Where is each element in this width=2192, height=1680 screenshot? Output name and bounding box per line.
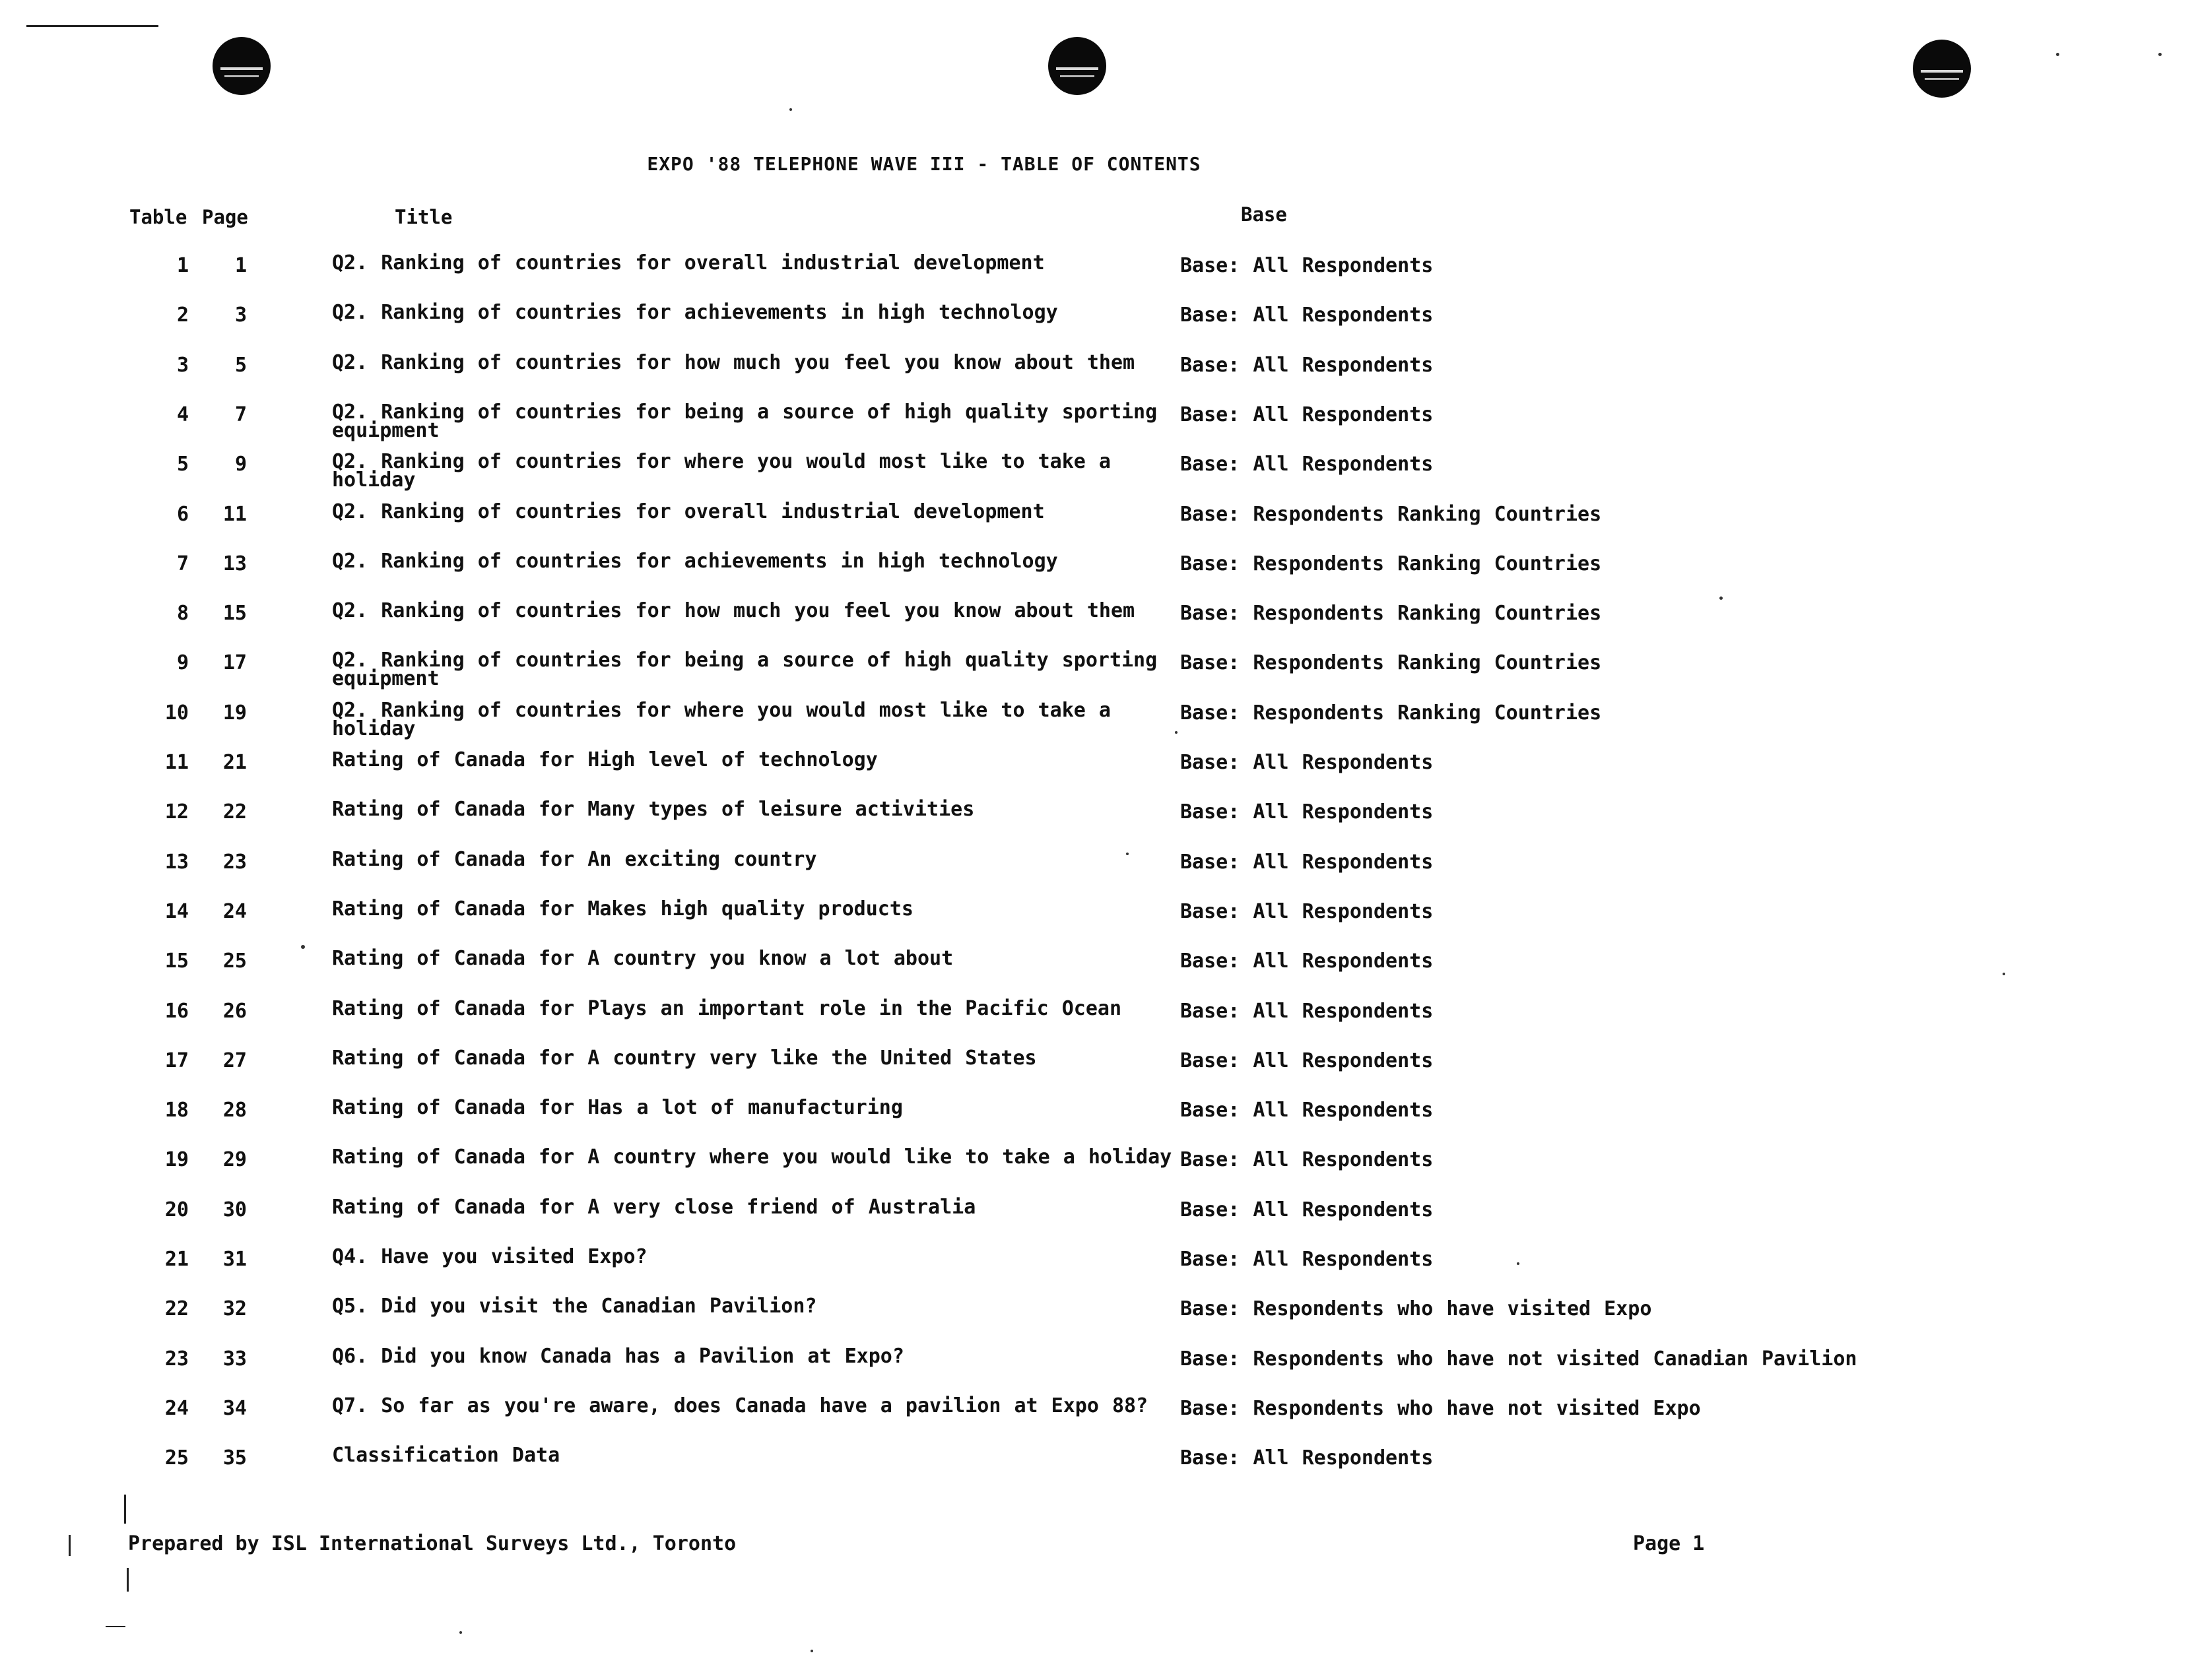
- column-header-page: Page: [202, 206, 248, 228]
- list-item: [0, 1245, 2192, 1298]
- table-number: 16: [164, 1000, 189, 1023]
- entry-base: Base: All Respondents: [1180, 751, 1434, 774]
- entry-title: Q2. Ranking of countries for being a source of high quality sporting equipment: [332, 401, 1158, 442]
- list-item: [0, 947, 2192, 1000]
- entry-title: Q2. Ranking of countries for being a source of high quality sporting equipment: [332, 649, 1158, 690]
- list-item: [0, 599, 2192, 652]
- page-number: 28: [222, 1099, 247, 1122]
- punch-hole-center: [1048, 37, 1106, 95]
- entry-base: Base: All Respondents: [1180, 453, 1434, 476]
- entry-title: Q2. Ranking of countries for overall industrial development: [332, 251, 1045, 275]
- prepared-by-footer: Prepared by ISL International Surveys Ltd., Toronto: [128, 1532, 737, 1555]
- margin-bracket-mark: [124, 1495, 126, 1524]
- page-number: 29: [222, 1148, 247, 1171]
- list-item: [0, 450, 2192, 503]
- entry-base: Base: All Respondents: [1180, 403, 1434, 426]
- page-number: 11: [222, 503, 247, 526]
- table-number: 24: [164, 1397, 189, 1420]
- entry-base: Base: Respondents Ranking Countries: [1180, 552, 1602, 575]
- table-number: 18: [164, 1099, 189, 1122]
- entry-title: Rating of Canada for A country you know a lot about: [332, 947, 954, 970]
- scan-speck: [811, 1650, 813, 1652]
- entry-title: Q2. Ranking of countries for how much you feel you know about them: [332, 599, 1135, 622]
- entry-title: Rating of Canada for Has a lot of manufacturing: [332, 1096, 903, 1119]
- page-number: 35: [222, 1446, 247, 1470]
- entry-title: Q6. Did you know Canada has a Pavilion at Expo?: [332, 1345, 904, 1368]
- table-number: 6: [176, 503, 189, 526]
- entry-title: Q2. Ranking of countries for where you would most like to take a holiday: [332, 699, 1111, 740]
- entry-title: Rating of Canada for A very close friend of Australia: [332, 1196, 976, 1219]
- page-number: 24: [222, 900, 247, 923]
- entry-base: Base: All Respondents: [1180, 900, 1434, 923]
- list-item: [0, 500, 2192, 553]
- entry-base: Base: All Respondents: [1180, 1446, 1434, 1470]
- table-number: 8: [176, 602, 189, 625]
- punch-hole-right: [1913, 40, 1971, 98]
- entry-title: Q4. Have you visited Expo?: [332, 1245, 648, 1268]
- list-item: [0, 1148, 2192, 1198]
- entry-title: Classification Data: [332, 1444, 560, 1467]
- entry-base: Base: All Respondents: [1180, 354, 1434, 377]
- table-number: 21: [164, 1248, 189, 1271]
- page-number: 19: [222, 701, 247, 725]
- column-header-base: Base: [1241, 203, 1287, 226]
- table-number: 5: [176, 453, 189, 476]
- table-number: 23: [164, 1347, 189, 1371]
- table-number: 4: [176, 403, 189, 426]
- list-item: [0, 800, 2192, 851]
- page-number: 31: [222, 1248, 247, 1271]
- entry-base: Base: All Respondents: [1180, 1000, 1434, 1023]
- page-number-footer: Page 1: [1633, 1532, 1705, 1555]
- entry-base: Base: Respondents Ranking Countries: [1180, 503, 1602, 526]
- page-number: 26: [222, 1000, 247, 1023]
- entry-title: Q2. Ranking of countries for how much you feel you know about them: [332, 351, 1135, 374]
- table-number: 2: [176, 304, 189, 327]
- page-number: 32: [222, 1297, 247, 1320]
- list-item: [0, 1297, 2192, 1347]
- page-number: 27: [222, 1049, 247, 1072]
- page-number: 15: [222, 602, 247, 625]
- entry-base: Base: Respondents Ranking Countries: [1180, 602, 1602, 625]
- table-number: 7: [176, 552, 189, 575]
- entry-title: Q7. So far as you're aware, does Canada have a pavilion at Expo 88?: [332, 1394, 1148, 1417]
- table-number: 14: [164, 900, 189, 923]
- entry-base: Base: Respondents Ranking Countries: [1180, 701, 1602, 725]
- list-item: [0, 351, 2192, 404]
- entry-title: Rating of Canada for Makes high quality products: [332, 897, 913, 921]
- page-number: 22: [222, 800, 247, 824]
- page-number: 30: [222, 1198, 247, 1221]
- page-number: 23: [222, 851, 247, 874]
- list-item: [0, 403, 2192, 453]
- entry-title: Rating of Canada for A country where you would like to take a holiday: [332, 1146, 1172, 1169]
- page-number: 1: [234, 254, 247, 277]
- margin-bracket-mark: [69, 1535, 71, 1556]
- table-number: 15: [164, 950, 189, 973]
- entry-title: Rating of Canada for High level of technology: [332, 748, 878, 771]
- table-number: 19: [164, 1148, 189, 1171]
- page-number: 3: [234, 304, 247, 327]
- entry-base: Base: All Respondents: [1180, 1148, 1434, 1171]
- scan-speck: [459, 1631, 462, 1634]
- list-item: [0, 651, 2192, 701]
- entry-title: Rating of Canada for An exciting country: [332, 848, 817, 871]
- page-number: 34: [222, 1397, 247, 1420]
- column-header-table: Table: [129, 206, 187, 228]
- scan-rule-mark: [26, 25, 158, 27]
- table-number: 25: [164, 1446, 189, 1470]
- entry-base: Base: All Respondents: [1180, 1248, 1434, 1271]
- entry-base: Base: Respondents who have not visited Canadian Pavilion: [1180, 1347, 1857, 1371]
- table-number: 3: [176, 354, 189, 377]
- entry-base: Base: Respondents who have not visited Expo: [1180, 1397, 1701, 1420]
- entry-title: Q2. Ranking of countries for achievements in high technology: [332, 550, 1058, 573]
- entry-title: Rating of Canada for Plays an important role in the Pacific Ocean: [332, 997, 1121, 1020]
- entry-title: Q5. Did you visit the Canadian Pavilion?: [332, 1295, 817, 1318]
- list-item: [0, 1198, 2192, 1248]
- entry-base: Base: All Respondents: [1180, 800, 1434, 824]
- punch-hole-left: [213, 37, 271, 95]
- scan-dash-mark: [106, 1626, 125, 1627]
- table-number: 22: [164, 1297, 189, 1320]
- entry-base: Base: Respondents Ranking Countries: [1180, 651, 1602, 674]
- table-number: 10: [164, 701, 189, 725]
- page-number: 5: [234, 354, 247, 377]
- table-number: 17: [164, 1049, 189, 1072]
- list-item: [0, 997, 2192, 1050]
- list-item: [0, 251, 2192, 304]
- entry-base: Base: All Respondents: [1180, 950, 1434, 973]
- margin-bracket-mark: [127, 1568, 129, 1592]
- list-item: [0, 748, 2192, 801]
- document-title: EXPO '88 TELEPHONE WAVE III - TABLE OF CONTENTS: [647, 153, 1201, 175]
- entry-title: Q2. Ranking of countries for achievements in high technology: [332, 301, 1058, 324]
- column-header-title: Title: [395, 206, 453, 228]
- page-number: 9: [234, 453, 247, 476]
- entry-title: Q2. Ranking of countries for overall industrial development: [332, 500, 1045, 523]
- page-number: 25: [222, 950, 247, 973]
- entry-base: Base: All Respondents: [1180, 1049, 1434, 1072]
- entry-title: Q2. Ranking of countries for where you would most like to take a holiday: [332, 450, 1111, 492]
- entry-base: Base: All Respondents: [1180, 254, 1434, 277]
- entry-base: Base: Respondents who have visited Expo: [1180, 1297, 1652, 1320]
- page-number: 7: [234, 403, 247, 426]
- list-item: [0, 897, 2192, 950]
- page-number: 33: [222, 1347, 247, 1371]
- scan-speck: [2158, 53, 2162, 56]
- table-number: 20: [164, 1198, 189, 1221]
- entry-base: Base: All Respondents: [1180, 851, 1434, 874]
- table-number: 1: [176, 254, 189, 277]
- list-item: [0, 1347, 2192, 1398]
- list-item: [0, 701, 2192, 752]
- list-item: [0, 1394, 2192, 1447]
- list-item: [0, 1049, 2192, 1099]
- entry-title: Rating of Canada for Many types of leisure activities: [332, 798, 975, 821]
- entry-base: Base: All Respondents: [1180, 1198, 1434, 1221]
- table-number: 13: [164, 851, 189, 874]
- scan-speck: [789, 108, 792, 111]
- entry-base: Base: All Respondents: [1180, 304, 1434, 327]
- list-item: [0, 552, 2192, 602]
- page-number: 17: [222, 651, 247, 674]
- list-item: [0, 301, 2192, 354]
- page-number: 13: [222, 552, 247, 575]
- table-number: 9: [176, 651, 189, 674]
- page-number: 21: [222, 751, 247, 774]
- table-number: 12: [164, 800, 189, 824]
- table-number: 11: [164, 751, 189, 774]
- list-item: [0, 1096, 2192, 1149]
- scan-speck: [2056, 53, 2059, 56]
- entry-base: Base: All Respondents: [1180, 1099, 1434, 1122]
- list-item: [0, 848, 2192, 901]
- list-item: [0, 1446, 2192, 1497]
- entry-title: Rating of Canada for A country very like the United States: [332, 1047, 1037, 1070]
